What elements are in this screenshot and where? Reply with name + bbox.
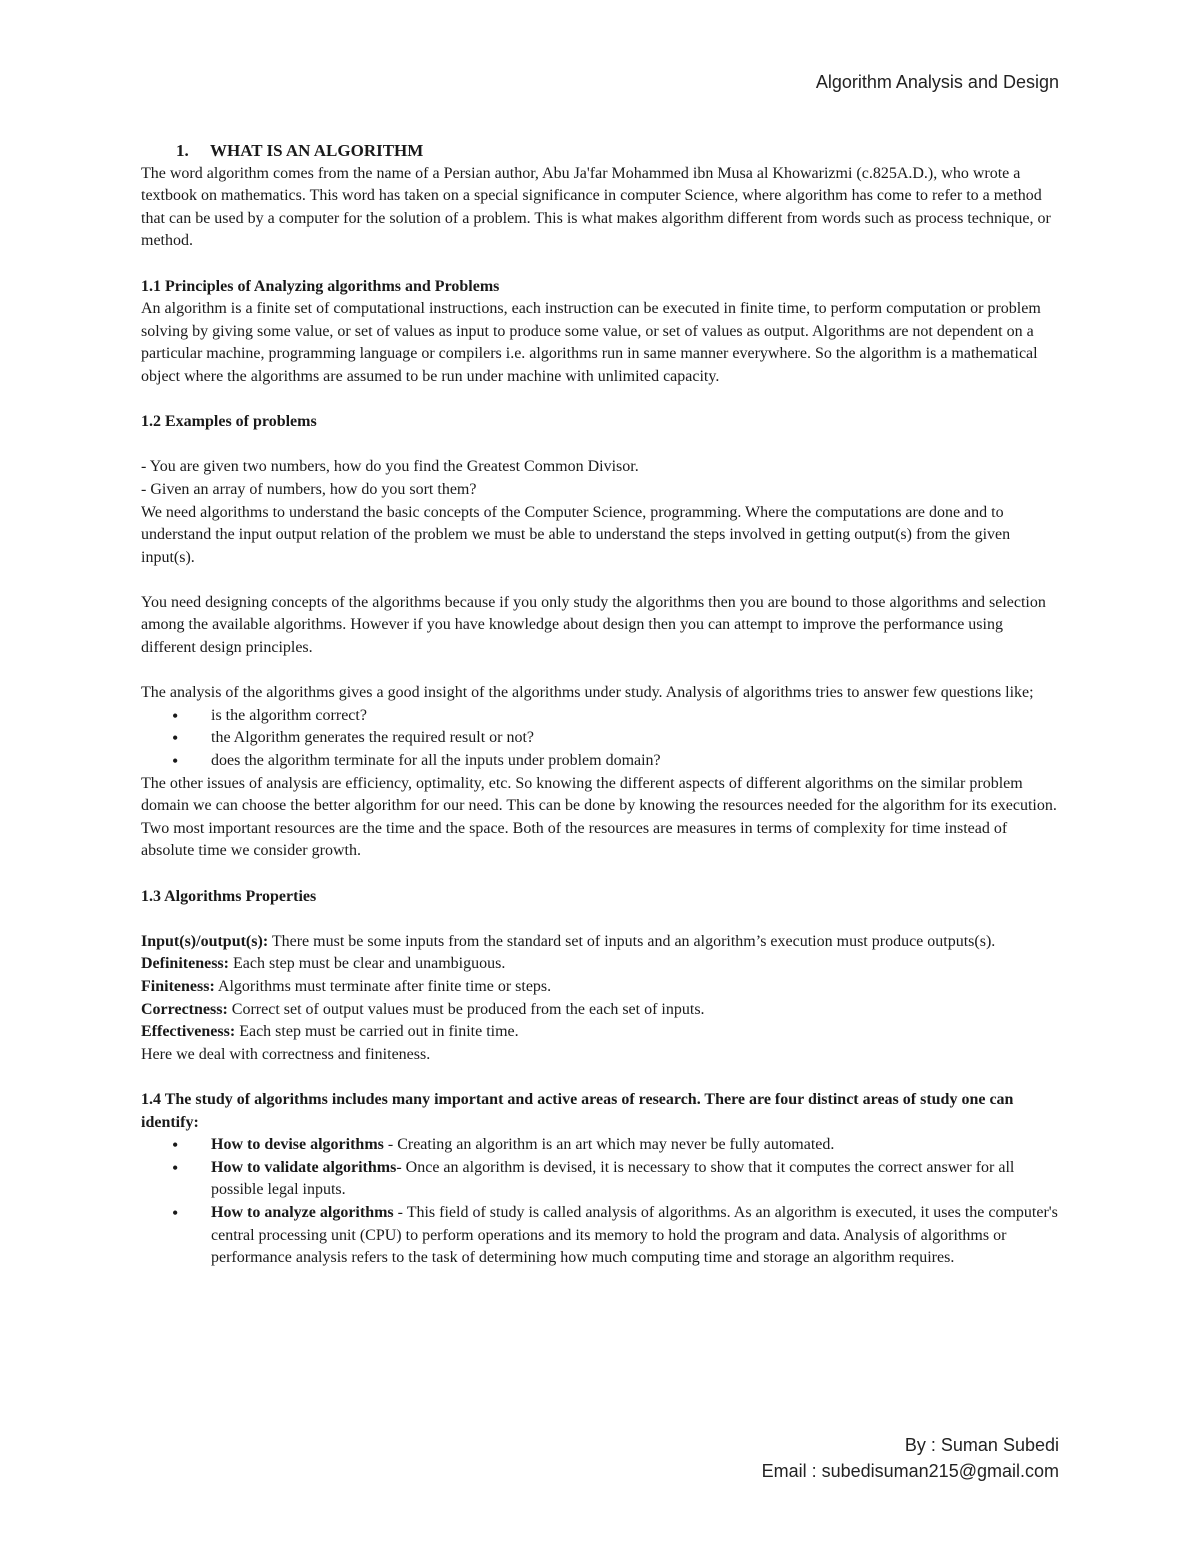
property-text: Each step must be carried out in finite time. — [235, 1023, 519, 1041]
subsection-1-1-title: 1.1 Principles of Analyzing algorithms and Problems — [141, 277, 500, 295]
item-label: How to analyze algorithms — [211, 1203, 394, 1221]
property-label: Effectiveness: — [141, 1023, 236, 1041]
property-item — [141, 931, 1059, 954]
property-text: There must be some inputs from the standard set of inputs and an algorithm’s execution must produce outputs(s). — [268, 932, 996, 950]
subsection-1-1-paragraph: An algorithm is a finite set of computational instructions, each instruction can be executed in finite time, to perform computation or problem solving by giving some value, or set of values as input to produce some value, or set of values as output. Algorithms are not dependent on a particular machine, programming language or compilers i.e. algorithms run in same manner everywhere. So the algorithm is a mathematical object where the algorithms are assumed to be run under machine with unlimited capacity. — [141, 300, 1041, 385]
property-label: Finiteness: — [141, 977, 215, 995]
list-item — [141, 1202, 1059, 1270]
example-line: - Given an array of numbers, how do you sort them? — [141, 480, 477, 498]
section-heading — [141, 140, 1059, 163]
list-item: • does the algorithm terminate for all the inputs under problem domain? — [141, 750, 1059, 773]
property-item — [141, 976, 1059, 999]
study-areas-list — [141, 1134, 1059, 1270]
property-item — [141, 953, 1059, 976]
item-label: How to devise algorithms — [211, 1136, 384, 1154]
section-number: 1. — [176, 141, 189, 160]
item-text: - This field of study is called analysis of algorithms. As an algorithm is executed, it uses the computer's central processing unit (CPU) to perform operations and its memory to hold the program and data. Analysis of algorithms or performance analysis refers to the task of determining how much computing time and storage an algorithm requires. — [211, 1203, 1058, 1267]
paragraph: We need algorithms to understand the basic concepts of the Computer Science, programming. Where the computations are done and to understand the input output relation of the problem we must be able to understand the steps involved in getting output(s) from the given input(s). — [141, 503, 1011, 566]
item-text: - Creating an algorithm is an art which may never be fully automated. — [383, 1136, 835, 1154]
page-footer — [762, 1432, 1059, 1484]
paragraph: The analysis of the algorithms gives a good insight of the algorithms under study. Analysis of algorithms tries to answer few questions like; — [141, 684, 1034, 702]
paragraph: The other issues of analysis are efficiency, optimality, etc. So knowing the different aspects of different algorithms on the similar problem domain we can choose the better algorithm for our need. This can be done by knowing the resources needed for the algorithm for its execution. Two most important resources are the time and the space. Both of the resources are measures in terms of complexity for time instead of absolute time we consider growth. — [141, 774, 1057, 860]
item-text: - Once an algorithm is devised, it is necessary to show that it computes the correct answer for all possible legal inputs. — [211, 1158, 1015, 1199]
intro-paragraph: The word algorithm comes from the name of a Persian author, Abu Ja'far Mohammed ibn Musa al Khowarizmi (c.825A.D.), who wrote a textbook on mathematics. This word has taken on a special significance in computer Science, where algorithm has come to refer to a method that can be used by a computer for the solution of a problem. This is what makes algorithm different from words such as process technique, or method. — [141, 164, 1051, 250]
list-item — [141, 1157, 1059, 1202]
list-item — [141, 1134, 1059, 1157]
subsection-1-3-title: 1.3 Algorithms Properties — [141, 887, 317, 905]
property-text: Correct set of output values must be produced from the each set of inputs. — [227, 1000, 705, 1018]
document-body — [141, 140, 1059, 1270]
item-label: How to validate algorithms — [211, 1158, 397, 1176]
property-text: Algorithms must terminate after finite time or steps. — [214, 977, 552, 995]
question-list — [141, 705, 1059, 773]
property-item — [141, 999, 1059, 1022]
page-header: Algorithm Analysis and Design — [815, 72, 1059, 92]
paragraph: Here we deal with correctness and finiteness. — [141, 1045, 431, 1063]
property-label: Input(s)/output(s): — [141, 932, 269, 950]
example-line: - You are given two numbers, how do you find the Greatest Common Divisor. — [141, 458, 639, 476]
section-title: WHAT IS AN ALGORITHM — [210, 141, 424, 160]
property-text: Each step must be clear and unambiguous. — [228, 955, 506, 973]
author-line: By : Suman Subedi — [904, 1435, 1059, 1455]
property-item — [141, 1021, 1059, 1044]
list-item: • the Algorithm generates the required result or not? — [141, 727, 1059, 750]
list-item: • is the algorithm correct? — [141, 705, 1059, 728]
property-label: Definiteness: — [141, 955, 229, 973]
paragraph: You need designing concepts of the algorithms because if you only study the algorithms then you are bound to those algorithms and selection among the available algorithms. However if you have knowledge about design then you can attempt to improve the performance using different design principles. — [141, 593, 1046, 657]
property-label: Correctness: — [141, 1000, 228, 1018]
subsection-1-2-title: 1.2 Examples of problems — [141, 413, 317, 431]
subsection-1-4-title: 1.4 The study of algorithms includes many important and active areas of research. There are four distinct areas of study one can identify: — [141, 1090, 1014, 1131]
email-line: Email : subedisuman215@gmail.com — [761, 1461, 1059, 1481]
